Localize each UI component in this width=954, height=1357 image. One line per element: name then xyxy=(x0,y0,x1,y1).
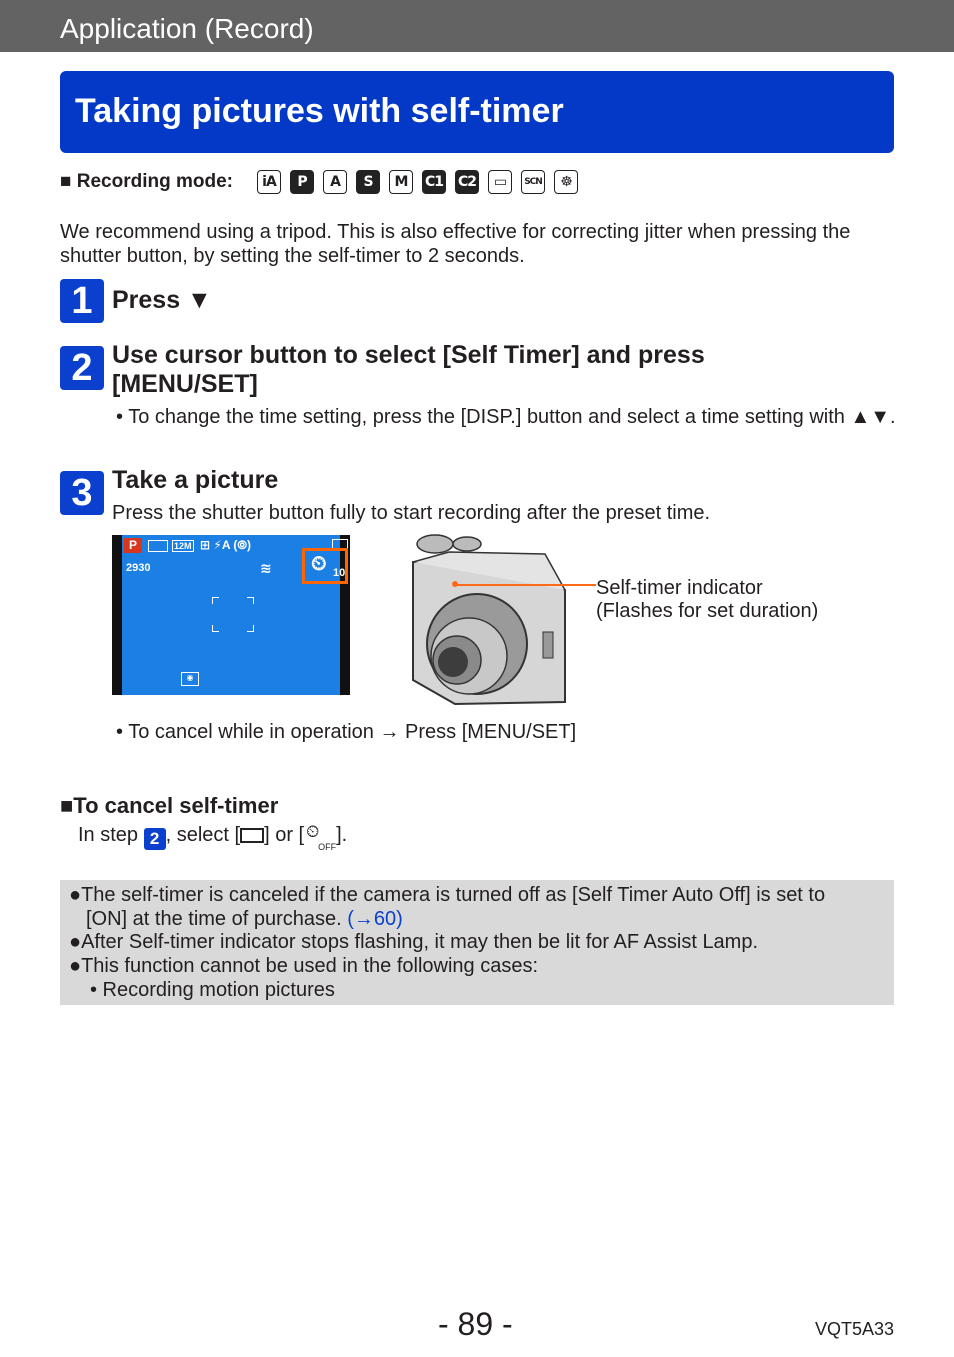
recording-mode-label: ■ Recording mode: xyxy=(60,171,233,192)
section-title: Application (Record) xyxy=(60,13,314,44)
af-frame-corner xyxy=(247,597,254,604)
step-2-ref-badge: 2 xyxy=(144,828,166,850)
lcd-stabilizer-icon: ≋ xyxy=(260,560,272,576)
aperture-mode-icon: A xyxy=(323,170,347,194)
lcd-status-icons: ⊞ ⚡A (⦾) xyxy=(200,538,251,552)
page-number: - 89 - xyxy=(438,1306,513,1342)
step-1-badge: 1 xyxy=(60,279,104,323)
section-header-bar xyxy=(0,0,954,52)
lcd-remaining-shots: 2930 xyxy=(126,562,151,574)
off-label: OFF xyxy=(318,842,337,852)
note-2: ●After Self-timer indicator stops flashing, it may then be lit for AF Assist Lamp. xyxy=(69,931,759,953)
af-frame-corner xyxy=(212,625,219,632)
callout-line-2: (Flashes for set duration) xyxy=(596,600,819,622)
shutter-mode-icon: S xyxy=(356,170,380,194)
page-title-box xyxy=(60,71,894,153)
step-2-bullet: • To change the time setting, press the [DISP.] button and select a time setting with ▲▼. xyxy=(116,406,896,428)
lcd-self-timer-highlight xyxy=(302,548,348,584)
document-code: VQT5A33 xyxy=(815,1319,895,1339)
cancel-or-text: ] or [ xyxy=(264,824,305,846)
note-1-continued xyxy=(86,907,403,931)
camera-illustration xyxy=(405,532,575,712)
lcd-format-icon xyxy=(148,540,168,552)
recording-mode-icons xyxy=(257,170,578,194)
panorama-mode-icon: ▭ xyxy=(488,170,512,194)
step-3-badge: 3 xyxy=(60,471,104,515)
note-3: ●This function cannot be used in the following cases: xyxy=(69,955,539,977)
manual-mode-icon: M xyxy=(389,170,413,194)
self-timer-icon: ⏲ xyxy=(311,553,327,575)
intelligent-auto-icon: iA xyxy=(257,170,281,194)
lcd-screen-preview xyxy=(112,535,350,695)
note-1-cont-text: [ON] at the time of purchase. xyxy=(86,908,348,930)
af-frame-corner xyxy=(212,597,219,604)
callout-line-1: Self-timer indicator xyxy=(596,577,763,599)
self-timer-off-icon: ⏲ OFF xyxy=(304,822,336,846)
custom2-mode-icon: C2 xyxy=(455,170,479,194)
callout-leader-line xyxy=(455,584,596,586)
page-60-link[interactable]: (→60) xyxy=(347,908,403,930)
lcd-metering-icon: ◉ xyxy=(181,672,199,686)
single-shot-icon xyxy=(240,828,264,843)
self-timer-callout xyxy=(596,577,818,623)
custom1-mode-icon: C1 xyxy=(422,170,446,194)
lcd-mode-indicator: P xyxy=(124,538,142,553)
creative-control-icon: ☸ xyxy=(554,170,578,194)
notes-block xyxy=(60,880,894,1005)
intro-paragraph: We recommend using a tripod. This is also effective for correcting jitter when pressing the shutter button, by setting the self-timer to 2 seconds. xyxy=(60,221,851,267)
cancel-suffix: ]. xyxy=(336,824,348,846)
note-1: ●The self-timer is canceled if the camera is turned off as [Self Timer Auto Off] is set to xyxy=(69,884,826,906)
lcd-picture-size: 12M xyxy=(174,541,192,551)
cancel-self-timer-instructions xyxy=(78,822,347,850)
step-3-heading: Take a picture xyxy=(112,466,279,494)
cancel-prefix: In step xyxy=(78,824,139,846)
step-3-body: Press the shutter button fully to start recording after the preset time. xyxy=(112,502,711,524)
cancel-mid-text: , select [ xyxy=(165,824,241,846)
program-mode-icon: P xyxy=(290,170,314,194)
af-frame-corner xyxy=(247,625,254,632)
step-1-heading: Press ▼ xyxy=(112,286,212,314)
self-timer-seconds: 10 xyxy=(333,567,346,579)
note-3-subitem: • Recording motion pictures xyxy=(90,979,335,1001)
step-2-heading: Use cursor button to select [Self Timer] and press [MENU/SET] xyxy=(112,341,705,398)
cancel-operation-note: • To cancel while in operation → Press [MENU/SET] xyxy=(116,721,577,743)
scene-mode-icon: SCN xyxy=(521,170,545,194)
step-2-badge: 2 xyxy=(60,346,104,390)
cancel-self-timer-heading: ■To cancel self-timer xyxy=(60,793,279,818)
page-title: Taking pictures with self-timer xyxy=(75,92,564,130)
